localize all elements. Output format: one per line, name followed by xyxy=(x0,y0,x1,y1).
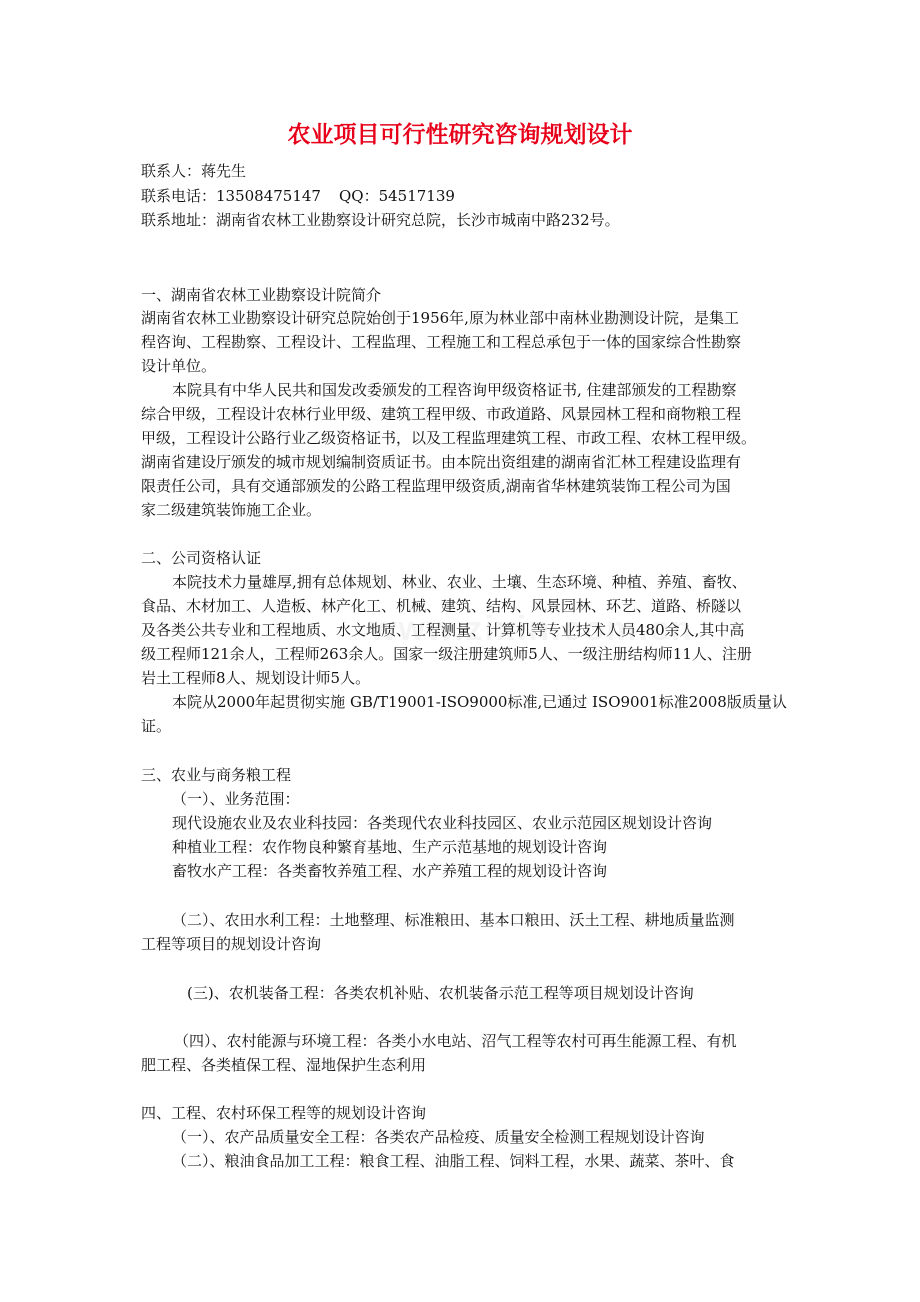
list-item: 畜牧水产工程：各类畜牧养殖工程、水产养殖工程的规划设计咨询 xyxy=(172,862,608,880)
paragraph-line: 甲级，工程设计公路行业乙级资格证书，以及工程监理建筑工程、市政工程、农林工程甲级。 xyxy=(141,429,757,447)
contact-qq: QQ：54517139 xyxy=(338,187,455,205)
contact-person: 联系人：蒋先生 xyxy=(141,162,247,180)
paragraph-line: 证。 xyxy=(141,717,172,735)
list-item: 种植业工程：农作物良种繁育基地、生产示范基地的规划设计咨询 xyxy=(172,838,608,856)
section-heading-4: 四、工程、农村环保工程等的规划设计咨询 xyxy=(141,1104,427,1122)
subheading-line: （二）、粮油食品加工工程：粮食工程、油脂工程、饲料工程，水果、蔬菜、茶叶、食 xyxy=(172,1152,735,1170)
paragraph-line: 级工程师121余人，工程师263余人。国家一级注册建筑师5人、一级注册结构师11人、注册 xyxy=(141,645,752,663)
paragraph-line: 及各类公共专业和工程地质、水文地质、工程测量、计算机等专业技术人员480余人,其中高 xyxy=(141,621,745,639)
paragraph-line: 湖南省农林工业勘察设计研究总院始创于1956年,原为林业部中南林业勘测设计院，是集工 xyxy=(141,309,739,327)
paragraph-line: 湖南省建设厅颁发的城市规划编制资质证书。由本院出资组建的湖南省汇林工程建设监理有 xyxy=(141,453,742,471)
subheading-line: （四）、农村能源与环境工程：各类小水电站、沼气工程等农村可再生能源工程、有机 xyxy=(174,1032,737,1050)
section-heading-2: 二、公司资格认证 xyxy=(141,549,262,567)
paragraph-line: 工程等项目的规划设计咨询 xyxy=(141,935,322,953)
paragraph-line: 岩土工程师8人、规划设计师5人。 xyxy=(141,669,371,687)
paragraph-line: 本院技术力量雄厚,拥有总体规划、林业、农业、土壤、生态环境、种植、养殖、畜牧、 xyxy=(172,573,747,591)
section-heading-3: 三、农业与商务粮工程 xyxy=(141,766,292,784)
subheading-line: （二）、农田水利工程：土地整理、标准粮田、基本口粮田、沃土工程、耕地质量监测 xyxy=(172,911,735,929)
paragraph-line: 设计单位。 xyxy=(141,357,217,375)
subheading-line: （一）、业务范围： xyxy=(172,790,300,808)
contact-phone: 联系电话：13508475147 xyxy=(141,187,321,205)
paragraph-line: 本院从2000年起贯彻实施 GB/T19001-ISO9000标准,已通过 ISO9001标准2008版质量认 xyxy=(172,693,787,711)
paragraph-line: 家二级建筑装饰施工企业。 xyxy=(141,501,322,519)
paragraph-line: 程咨询、工程勘察、工程设计、工程监理、工程施工和工程总承包于一体的国家综合性勘察 xyxy=(141,333,742,351)
subheading-line: (三)、农机装备工程：各类农机补贴、农机装备示范工程等项目规划设计咨询 xyxy=(187,984,694,1002)
subheading-line: （一）、农产品质量安全工程：各类农产品检疫、质量安全检测工程规划设计咨询 xyxy=(172,1128,705,1146)
contact-address: 联系地址：湖南省农林工业勘察设计研究总院，长沙市城南中路232号。 xyxy=(141,211,620,229)
document-title: 农业项目可行性研究咨询规划设计 xyxy=(287,121,633,148)
paragraph-line: 综合甲级，工程设计农林行业甲级、建筑工程甲级、市政道路、风景园林工程和商物粮工程 xyxy=(141,405,742,423)
paragraph-line: 本院具有中华人民共和国发改委颁发的工程咨询甲级资格证书, 住建部颁发的工程勘察 xyxy=(172,381,737,399)
section-heading-1: 一、湖南省农林工业勘察设计院简介 xyxy=(141,286,382,304)
paragraph-line: 食品、木材加工、人造板、林产化工、机械、建筑、结构、风景园林、环艺、道路、桥隧以 xyxy=(141,597,742,615)
paragraph-line: 肥工程、各类植保工程、湿地保护生态利用 xyxy=(141,1056,427,1074)
paragraph-line: 限责任公司，具有交通部颁发的公路工程监理甲级资质,湖南省华林建筑装饰工程公司为国 xyxy=(141,477,731,495)
list-item: 现代设施农业及农业科技园：各类现代农业科技园区、农业示范园区规划设计咨询 xyxy=(172,814,713,832)
contact-phone-line xyxy=(141,184,455,208)
